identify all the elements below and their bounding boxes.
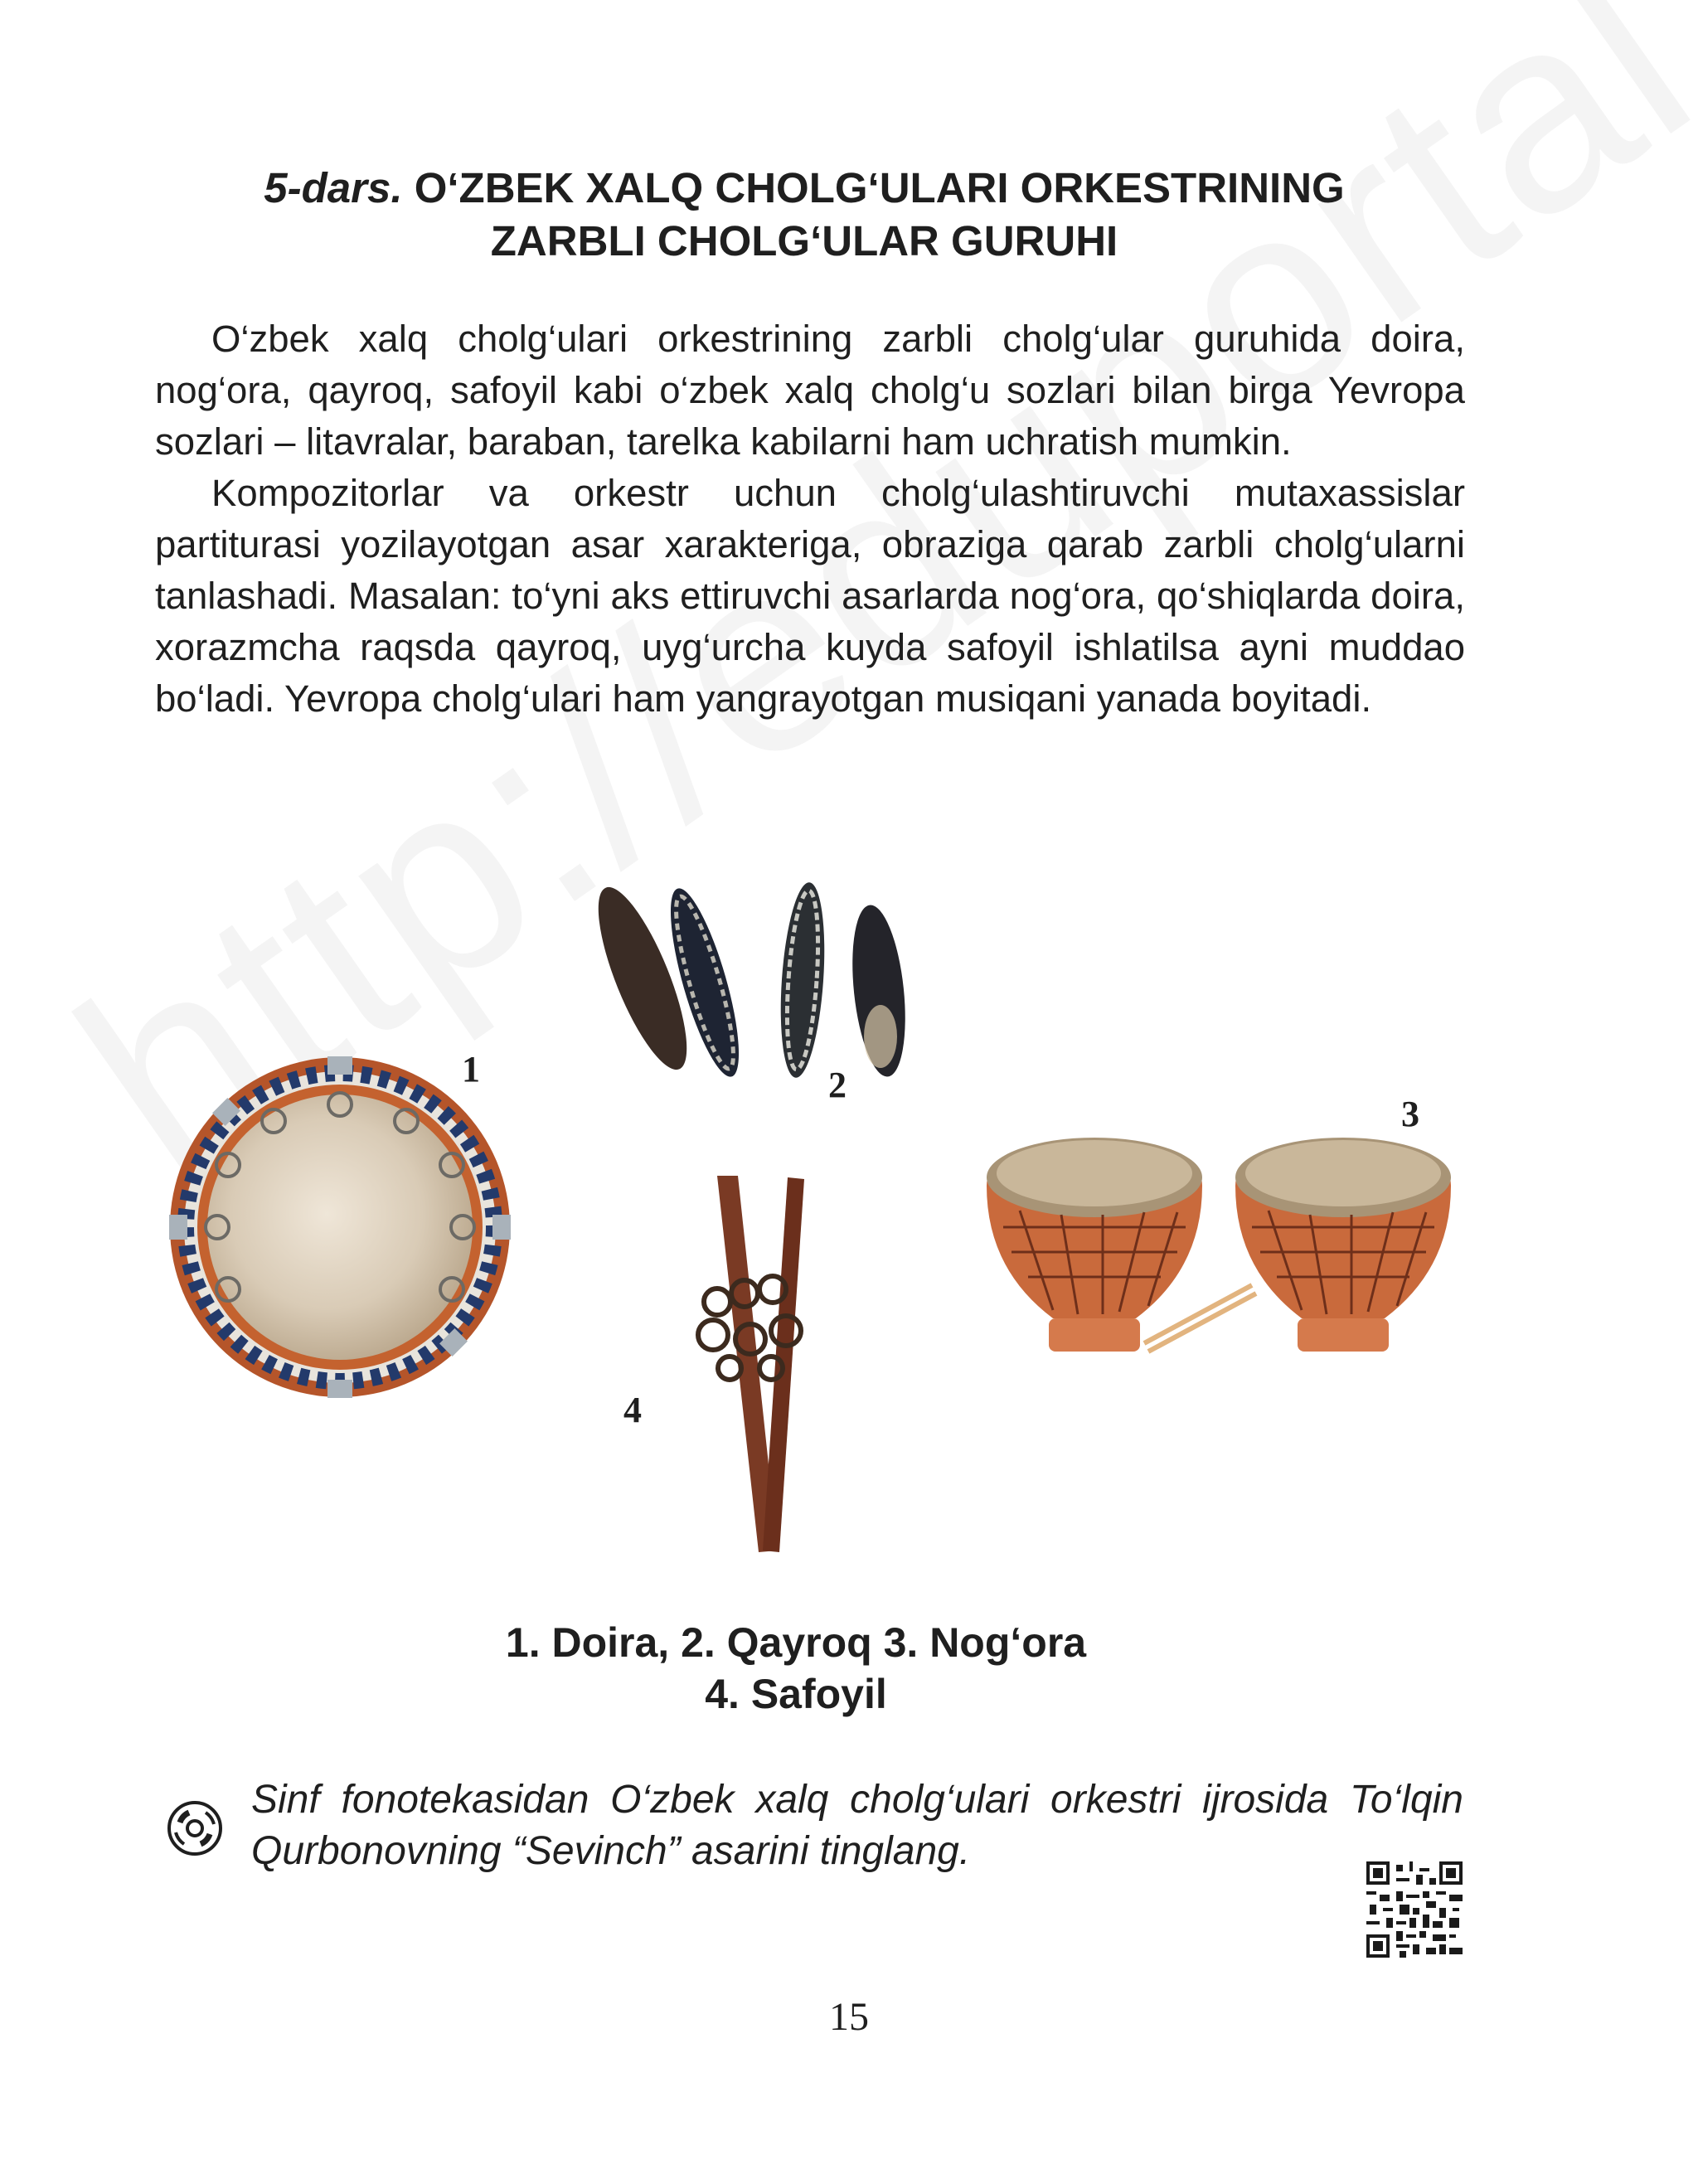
lesson-number: 5-dars. (264, 164, 403, 211)
paragraph-2: Kompozitorlar va orkestr uchun cholg‘ulashtiruvchi mutaxassislar partiturasi yozilayotgan asar xarakteriga, obraziga qarab zarbli cholg‘ularni tanlashadi. Masalan: to‘yni aks ettiruvchi asarlarda nog‘ora, qo‘shiqlarda doira, xorazmcha raqsda qayroq, uyg‘urcha kuyda safoyil ishlatilsa ayni muddao bo‘ladi. Yevropa cholg‘ulari ham yangrayotgan musiqani yanada boyitadi. (155, 472, 1465, 720)
body-text (155, 313, 1465, 725)
figure-caption (249, 1617, 1343, 1720)
title-line-1: O‘ZBEK XALQ CHOLG‘ULARI ORKESTRINING (414, 164, 1345, 211)
safoyil-image (680, 1169, 821, 1559)
lesson-title (149, 162, 1459, 268)
qr-code[interactable] (1366, 1861, 1463, 1958)
cd-disc-icon (166, 1799, 224, 1857)
listening-task: Sinf fonotekasidan O‘zbek xalq cholg‘ulari orkestri ijrosida To‘lqin Qurbonovning “Sevinch” asarini tinglang. (251, 1778, 1463, 1873)
nogora-image (978, 1136, 1459, 1360)
doira-image (166, 1053, 514, 1401)
figure-number-2: 2 (828, 1065, 847, 1105)
page-number: 15 (829, 1995, 869, 2039)
qayroq-image (580, 879, 929, 1103)
paragraph-1: O‘zbek xalq cholg‘ulari orkestrining zarbli cholg‘ular guruhida doira, nog‘ora, qayroq, safoyil kabi o‘zbek xalq cholg‘u sozlari bilan birga Yevropa sozlari – litavralar, baraban, tarelka kabilarni ham uchratish mumkin. (155, 318, 1465, 463)
caption-line-1: 1. Doira, 2. Qayroq 3. Nog‘ora (505, 1619, 1087, 1666)
caption-line-2: 4. Safoyil (705, 1671, 887, 1717)
figure-number-4: 4 (623, 1390, 642, 1430)
title-line-2: ZARBLI CHOLG‘ULAR GURUHI (490, 217, 1118, 265)
figure-number-3: 3 (1401, 1094, 1419, 1134)
figure-number-1: 1 (462, 1049, 480, 1090)
